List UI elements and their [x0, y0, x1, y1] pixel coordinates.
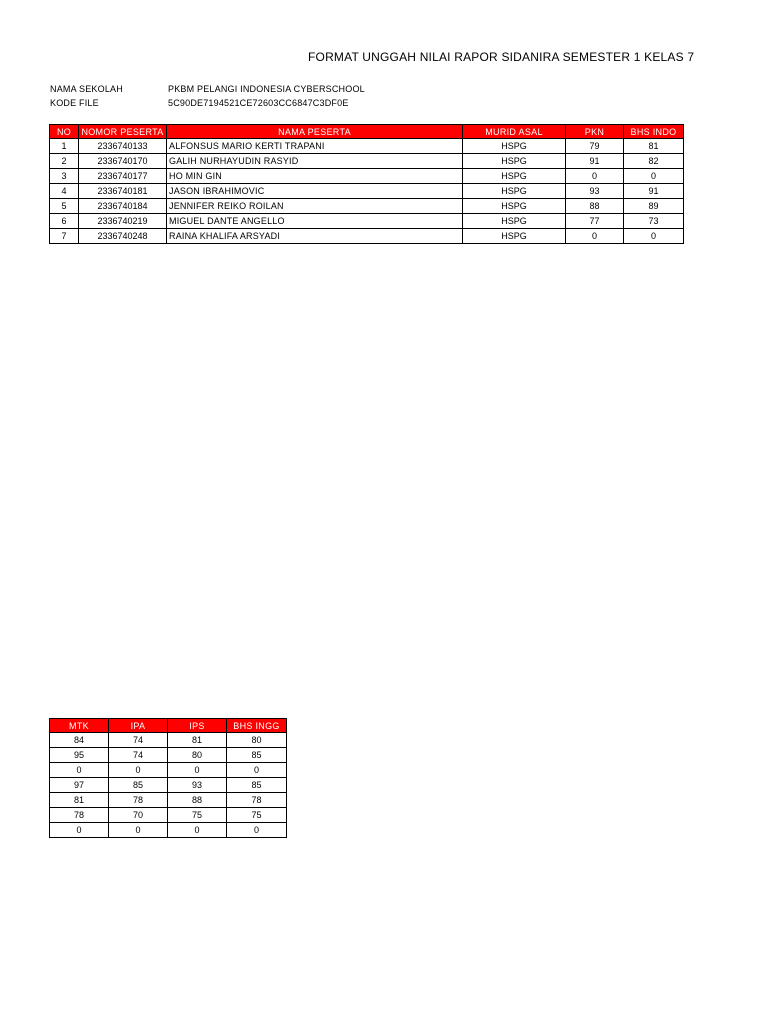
cell-ips: 0	[168, 763, 227, 778]
cell-bhs-indo: 0	[624, 169, 684, 184]
cell-bhs-ingg: 85	[227, 748, 287, 763]
cell-murid-asal: HSPG	[463, 139, 566, 154]
header-nomor-peserta: NOMOR PESERTA	[79, 125, 167, 139]
cell-bhs-ingg: 78	[227, 793, 287, 808]
table-row	[50, 184, 684, 199]
cell-nomor-peserta: 2336740133	[79, 139, 167, 154]
cell-ips: 80	[168, 748, 227, 763]
table-row	[50, 763, 287, 778]
cell-mtk: 78	[50, 808, 109, 823]
cell-bhs-indo: 73	[624, 214, 684, 229]
cell-bhs-ingg: 80	[227, 733, 287, 748]
page-title: FORMAT UNGGAH NILAI RAPOR SIDANIRA SEMESTER 1 KELAS 7	[308, 50, 695, 64]
main-grades-table	[49, 124, 684, 244]
table-row	[50, 214, 684, 229]
cell-mtk: 0	[50, 763, 109, 778]
cell-pkn: 77	[566, 214, 624, 229]
header-bhs-ingg: BHS INGG	[227, 719, 287, 733]
cell-bhs-indo: 82	[624, 154, 684, 169]
table-row	[50, 229, 684, 244]
cell-ips: 81	[168, 733, 227, 748]
cell-ipa: 85	[109, 778, 168, 793]
cell-bhs-ingg: 75	[227, 808, 287, 823]
cell-nama-peserta: HO MIN GIN	[167, 169, 463, 184]
cell-pkn: 93	[566, 184, 624, 199]
cell-bhs-ingg: 0	[227, 763, 287, 778]
cell-ips: 93	[168, 778, 227, 793]
cell-murid-asal: HSPG	[463, 184, 566, 199]
header-murid-asal: MURID ASAL	[463, 125, 566, 139]
cell-pkn: 79	[566, 139, 624, 154]
cell-ipa: 0	[109, 823, 168, 838]
cell-nomor-peserta: 2336740177	[79, 169, 167, 184]
cell-mtk: 81	[50, 793, 109, 808]
school-value: PKBM PELANGI INDONESIA CYBERSCHOOL	[168, 84, 365, 94]
cell-nama-peserta: MIGUEL DANTE ANGELLO	[167, 214, 463, 229]
table-row	[50, 808, 287, 823]
cell-murid-asal: HSPG	[463, 214, 566, 229]
cell-no: 5	[50, 199, 79, 214]
header-ipa: IPA	[109, 719, 168, 733]
cell-nama-peserta: ALFONSUS MARIO KERTI TRAPANI	[167, 139, 463, 154]
cell-pkn: 88	[566, 199, 624, 214]
cell-murid-asal: HSPG	[463, 229, 566, 244]
cell-ipa: 70	[109, 808, 168, 823]
main-table-header-row	[50, 125, 684, 139]
secondary-grades-table	[49, 718, 287, 838]
file-code-label: KODE FILE	[50, 98, 99, 108]
cell-no: 7	[50, 229, 79, 244]
cell-pkn: 91	[566, 154, 624, 169]
table-row	[50, 154, 684, 169]
cell-ips: 88	[168, 793, 227, 808]
cell-nama-peserta: JASON IBRAHIMOVIC	[167, 184, 463, 199]
header-pkn: PKN	[566, 125, 624, 139]
cell-nomor-peserta: 2336740248	[79, 229, 167, 244]
cell-nomor-peserta: 2336740184	[79, 199, 167, 214]
cell-ipa: 74	[109, 733, 168, 748]
cell-bhs-indo: 89	[624, 199, 684, 214]
header-ips: IPS	[168, 719, 227, 733]
cell-ipa: 74	[109, 748, 168, 763]
cell-ips: 0	[168, 823, 227, 838]
cell-ipa: 0	[109, 763, 168, 778]
table-row	[50, 793, 287, 808]
table-row	[50, 823, 287, 838]
file-code-value: 5C90DE7194521CE72603CC6847C3DF0E	[168, 98, 349, 108]
school-label: NAMA SEKOLAH	[50, 84, 123, 94]
cell-mtk: 84	[50, 733, 109, 748]
cell-murid-asal: HSPG	[463, 154, 566, 169]
cell-mtk: 0	[50, 823, 109, 838]
cell-nomor-peserta: 2336740219	[79, 214, 167, 229]
cell-bhs-indo: 91	[624, 184, 684, 199]
table-row	[50, 139, 684, 154]
cell-nomor-peserta: 2336740170	[79, 154, 167, 169]
cell-nama-peserta: JENNIFER REIKO ROILAN	[167, 199, 463, 214]
cell-nama-peserta: GALIH NURHAYUDIN RASYID	[167, 154, 463, 169]
cell-no: 6	[50, 214, 79, 229]
table-row	[50, 778, 287, 793]
cell-pkn: 0	[566, 229, 624, 244]
cell-nama-peserta: RAINA KHALIFA ARSYADI	[167, 229, 463, 244]
secondary-table-header-row	[50, 719, 287, 733]
cell-bhs-indo: 0	[624, 229, 684, 244]
cell-ips: 75	[168, 808, 227, 823]
header-nama-peserta: NAMA PESERTA	[167, 125, 463, 139]
cell-pkn: 0	[566, 169, 624, 184]
cell-no: 3	[50, 169, 79, 184]
cell-murid-asal: HSPG	[463, 199, 566, 214]
cell-ipa: 78	[109, 793, 168, 808]
cell-bhs-ingg: 0	[227, 823, 287, 838]
cell-bhs-indo: 81	[624, 139, 684, 154]
cell-no: 1	[50, 139, 79, 154]
table-row	[50, 733, 287, 748]
cell-no: 2	[50, 154, 79, 169]
table-row	[50, 748, 287, 763]
table-row	[50, 169, 684, 184]
cell-mtk: 97	[50, 778, 109, 793]
cell-no: 4	[50, 184, 79, 199]
header-no: NO	[50, 125, 79, 139]
cell-murid-asal: HSPG	[463, 169, 566, 184]
cell-mtk: 95	[50, 748, 109, 763]
table-row	[50, 199, 684, 214]
cell-nomor-peserta: 2336740181	[79, 184, 167, 199]
header-bhs-indo: BHS INDO	[624, 125, 684, 139]
cell-bhs-ingg: 85	[227, 778, 287, 793]
header-mtk: MTK	[50, 719, 109, 733]
